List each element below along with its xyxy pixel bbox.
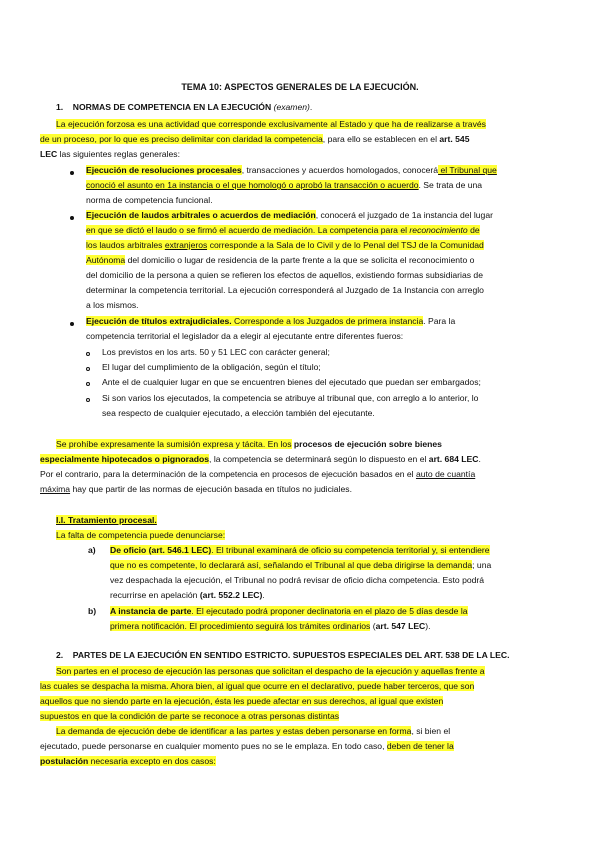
highlight-text: . El tribunal examinará de oficio su competencia territorial y, si entendiere <box>211 545 490 555</box>
highlight-text: extranjeros <box>164 240 208 250</box>
sub-list-item: Si son varios los ejecutados, la competencia se atribuye al tribunal que, con arreglo a lo anterior, lo <box>102 393 479 403</box>
text: ( <box>370 621 376 631</box>
text: hay que partir de las normas de ejecución basada en títulos no judiciales. <box>70 484 352 494</box>
highlight-text: (art. 546.1 LEC) <box>146 545 212 555</box>
law-reference: art. 545 <box>439 134 470 144</box>
highlight-text: . El ejecutado podrá proponer declinatoria en el plazo de 5 días desde la <box>191 606 468 616</box>
section-number: 2. <box>56 650 64 660</box>
sub-bullet-icon <box>86 382 90 386</box>
paragraph-line <box>40 132 469 147</box>
text: Por el contrario, para la determinación de la competencia en procesos de ejecución basados en el <box>40 469 416 479</box>
highlight-text: postulación <box>40 756 89 766</box>
highlight-text: De oficio <box>110 545 147 555</box>
paragraph-line <box>110 619 431 634</box>
paragraph-line <box>110 588 265 603</box>
highlight-text: Corresponde a los Juzgados de primera instancia <box>231 316 424 326</box>
text: ; una <box>472 560 492 570</box>
text: a los mismos. <box>86 300 139 310</box>
text: . <box>478 454 481 464</box>
section-number: 1. <box>56 102 64 112</box>
paragraph-line <box>56 437 442 452</box>
sub-list-item: El lugar del cumplimiento de la obligación, según el título; <box>102 362 321 372</box>
sub-bullet-icon <box>86 398 90 402</box>
highlight-text: reconocimiento <box>409 225 468 235</box>
paragraph-line <box>40 739 454 754</box>
text: ejecutado, puede personarse en cualquier momento pues no se le emplaza. En todo caso, <box>40 741 387 751</box>
underlined-text: máxima <box>40 484 71 494</box>
paragraph-line <box>86 193 213 208</box>
paragraph-line <box>86 208 493 223</box>
paragraph-line <box>40 679 474 694</box>
sub-list-item: Ante el de cualquier lugar en que se encuentren bienes del ejecutado que puedan ser embargados; <box>102 377 481 387</box>
text: . Para la <box>423 316 456 326</box>
text: , conocerá el juzgado de 1a instancia del lugar <box>315 210 493 220</box>
highlight-text: las cuales se despacha la misma. Ahora bien, al igual que ocurre en el declarativo, puede haber terceros, que son <box>40 681 475 691</box>
text: norma de competencia funcional. <box>86 195 213 205</box>
text: procesos de ejecución sobre bienes <box>291 439 442 449</box>
highlight-text: Se prohíbe expresamente la sumisión expresa y tácita. En los <box>56 439 292 449</box>
paragraph-line <box>86 314 455 329</box>
paragraph-line <box>86 223 480 238</box>
text: , para ello se establecen en el <box>322 134 437 144</box>
highlight-text: conoció el asunto en 1a instancia o el que homologó o aprobó la transacción o acuerdo <box>86 180 419 190</box>
highlight-text: los laudos arbitrales <box>86 240 165 250</box>
bullet-icon <box>70 171 74 175</box>
paragraph-line <box>40 452 481 467</box>
paragraph-line <box>56 528 225 543</box>
highlight-text: Ejecución de títulos extrajudiciales. <box>86 316 232 326</box>
paragraph-line <box>86 298 139 313</box>
highlight-text: Ejecución de laudos arbitrales o acuerdos de mediación <box>86 210 316 220</box>
highlight-text: de <box>467 225 480 235</box>
paragraph-line <box>110 543 490 558</box>
paragraph-line <box>86 329 403 344</box>
text: competencia territorial el legislador da a elegir al ejecutante entre diferentes fueros: <box>86 331 404 341</box>
text: . Se trata de una <box>418 180 483 190</box>
highlight-text: que no es competente, lo declarará así, señalando el Tribunal al que deba dirigirse la demanda <box>110 560 473 570</box>
law-reference: LEC <box>40 149 58 159</box>
text: , transacciones y acuerdos homologados, conocerá <box>241 165 439 175</box>
page-title: TEMA 10: ASPECTOS GENERALES DE LA EJECUCIÓN. <box>181 82 419 92</box>
paragraph-line <box>110 604 468 619</box>
highlight-text: La demanda de ejecución debe de identificar a las partes y estas deben personarse en forma <box>56 726 412 736</box>
paragraph-line <box>56 117 486 132</box>
law-reference: art. 547 LEC <box>375 621 426 631</box>
list-label: b) <box>88 606 97 616</box>
law-reference: art. 684 LEC <box>428 454 479 464</box>
text: , la competencia se determinará según lo dispuesto en el <box>209 454 429 464</box>
paragraph-line <box>40 694 443 709</box>
highlight-text: La ejecución forzosa es una actividad que corresponde exclusivamente al Estado y que ha de realizarse a través <box>56 119 486 129</box>
underlined-text: auto de cuantía <box>415 469 476 479</box>
bullet-icon <box>70 216 74 220</box>
sub-bullet-icon <box>86 367 90 371</box>
paragraph-line <box>40 482 352 497</box>
paragraph-line <box>86 268 483 283</box>
highlight-text: deben de tener la <box>386 741 454 751</box>
paragraph-line <box>86 283 484 298</box>
paragraph-line <box>86 253 474 268</box>
text: vez despachada la ejecución, el Tribunal no podrá revisar de oficio dicha competencia. Esto podrá <box>110 575 485 585</box>
highlight-text: Autónoma <box>86 255 126 265</box>
text: recurrirse en apelación <box>110 590 200 600</box>
section-1-heading: 1. NORMAS DE COMPETENCIA EN LA EJECUCIÓN (examen). <box>56 102 313 112</box>
paragraph-line <box>86 163 497 178</box>
section-title: PARTES DE LA EJECUCIÓN EN SENTIDO ESTRICTO. SUPUESTOS ESPECIALES DEL ART. 538 DE LA LEC. <box>72 650 510 660</box>
highlight-text: primera notificación. El procedimiento seguirá los trámites ordinarios <box>110 621 371 631</box>
highlight-text: de un proceso, por lo que es preciso delimitar con claridad la competencia <box>40 134 323 144</box>
section-title: NORMAS DE COMPETENCIA EN LA EJECUCIÓN <box>72 102 272 112</box>
text: del domicilio o lugar de residencia de la parte frente a la que se solicita el reconocimiento o <box>125 255 475 265</box>
highlight-text: La falta de competencia puede denunciarse: <box>56 530 226 540</box>
highlight-text: A instancia de parte <box>110 606 192 616</box>
highlight-text: necesaria excepto en dos casos: <box>88 756 216 766</box>
paragraph-line <box>110 573 484 588</box>
highlight-text: el Tribunal que <box>438 165 497 175</box>
paragraph-line <box>40 467 475 482</box>
highlight-text: Ejecución de resoluciones procesales <box>86 165 242 175</box>
paragraph-line <box>40 709 339 724</box>
bullet-icon <box>70 322 74 326</box>
text: ). <box>425 621 431 631</box>
text: del domicilio de la persona a quien se refieren los efectos de aquellos, existiendo formas subsidiarias de <box>86 270 483 280</box>
section-note: (examen) <box>273 102 310 112</box>
text: determinar la competencia territorial. La ejecución corresponderá al Juzgado de 1a Instancia con arreglo <box>86 285 484 295</box>
highlight-text: corresponde a la Sala de lo Civil y de lo Penal del TSJ de la Comunidad <box>207 240 484 250</box>
paragraph-line <box>40 754 216 769</box>
law-reference: (art. 552.2 LEC) <box>199 590 263 600</box>
sub-list-item: Los previstos en los arts. 50 y 51 LEC con carácter general; <box>102 347 330 357</box>
paragraph-line <box>56 664 485 679</box>
sub-bullet-icon <box>86 352 90 356</box>
paragraph-line <box>110 558 491 573</box>
text: , si bien el <box>411 726 451 736</box>
highlight-text: especialmente hipotecados o pignorados <box>40 454 210 464</box>
paragraph-line <box>86 178 482 193</box>
subsection-heading <box>56 513 157 528</box>
highlight-text: I.I. Tratamiento procesal. <box>56 515 157 525</box>
paragraph-line <box>40 147 180 162</box>
paragraph-line <box>56 724 450 739</box>
paragraph-line <box>86 238 484 253</box>
sub-list-item: sea respecto de cualquier ejecutado, a elección también del ejecutante. <box>102 408 375 418</box>
highlight-text: aquellos que no siendo parte en la ejecución, ésta les puede afectar en sus derechos, al igual que existen <box>40 696 444 706</box>
text: las siguientes reglas generales: <box>57 149 180 159</box>
highlight-text: Son partes en el proceso de ejecución las personas que solicitan el despacho de la ejecución y aquellas frente a <box>56 666 485 676</box>
list-label: a) <box>88 545 96 555</box>
text: . <box>262 590 265 600</box>
highlight-text: en que se dictó el laudo o se firmó el acuerdo de mediación. La competencia para el <box>86 225 410 235</box>
highlight-text: supuestos en que la condición de parte se reconoce a otras personas distintas <box>40 711 340 721</box>
section-2-heading <box>56 648 510 663</box>
